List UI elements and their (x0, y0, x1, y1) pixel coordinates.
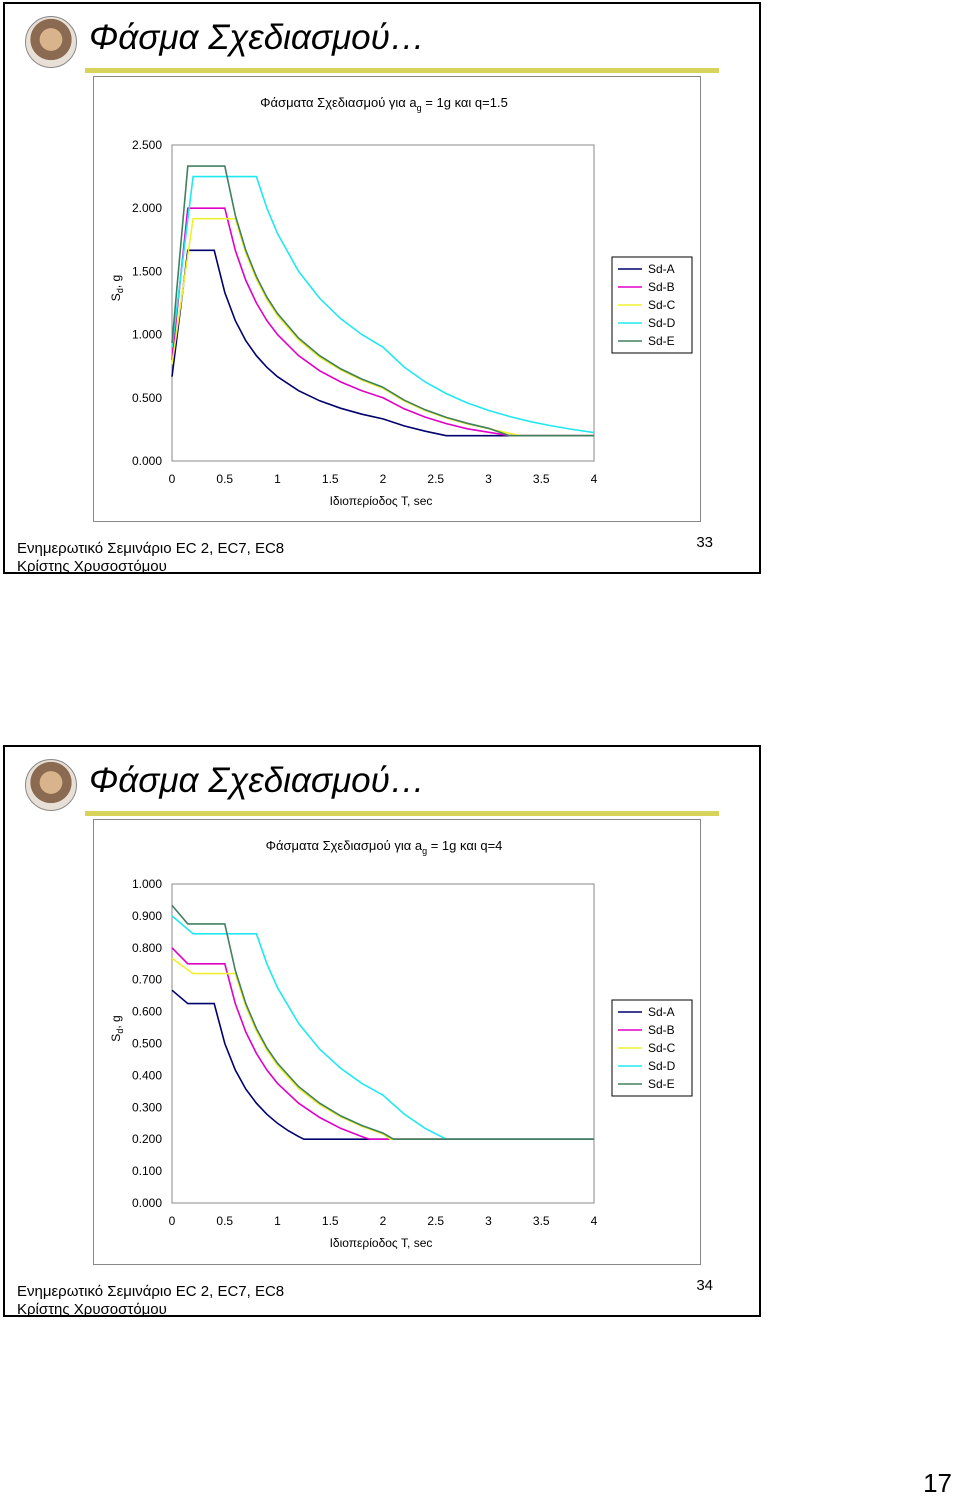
sheet-number: 17 (923, 1468, 952, 1498)
chart-title-rest: = 1g και q=4 (427, 838, 503, 853)
slide-33 (3, 2, 761, 574)
page-number: 34 (696, 1277, 713, 1294)
y-axis-label-rest: , g (109, 1015, 123, 1029)
y-tick-label: 1.000 (131, 877, 162, 891)
legend-label: Sd-A (648, 1005, 675, 1019)
y-tick-label: 0.900 (131, 908, 162, 923)
x-tick-label: 1 (274, 1214, 281, 1228)
x-tick-label: 3.5 (532, 1214, 550, 1228)
y-axis-label-rest: , g (109, 274, 123, 289)
x-tick-label: 1 (274, 472, 281, 486)
footer-author: Κρίστης Χρυσοστόμου (17, 558, 167, 575)
legend-label: Sd-C (648, 1041, 676, 1055)
legend-label: Sd-B (648, 280, 675, 294)
chart-title-rest: = 1g και q=1.5 (421, 95, 508, 110)
series-line-sd-c (172, 958, 594, 1139)
x-tick-label: 2 (379, 472, 387, 486)
chart-title (266, 838, 503, 856)
y-axis-label-main: S (109, 1033, 123, 1042)
x-tick-label: 1.5 (321, 472, 339, 486)
x-tick-label: 0 (168, 1214, 176, 1228)
x-tick-label: 3.5 (532, 472, 550, 486)
plot-area (172, 145, 594, 461)
y-tick-label: 2.500 (131, 138, 162, 152)
university-seal-logo-icon (25, 16, 77, 68)
y-tick-label: 0.800 (131, 940, 162, 955)
slide-title: Φάσμα Σχεδιασμού… (89, 18, 425, 57)
y-tick-label: 0.700 (131, 972, 162, 987)
page-number: 33 (696, 534, 713, 551)
y-axis-label-subscript: d (115, 288, 125, 294)
x-tick-label: 2.5 (427, 1214, 445, 1228)
legend-label: Sd-D (648, 316, 676, 330)
y-tick-label: 0.100 (131, 1164, 162, 1179)
y-tick-label: 0.600 (131, 1004, 162, 1019)
y-axis-label-main: S (109, 293, 123, 302)
title-rule (85, 68, 719, 73)
chart-panel (93, 819, 701, 1265)
title-rule (85, 811, 719, 816)
legend-label: Sd-E (648, 334, 675, 348)
x-tick-label: 0.5 (216, 472, 234, 486)
series-line-sd-b (172, 948, 594, 1139)
x-tick-label: 4 (590, 472, 598, 486)
chart-title (260, 95, 508, 113)
series-line-sd-a (172, 990, 594, 1139)
x-axis-label: Ιδιοπερίοδος T, sec (329, 1236, 433, 1250)
series-line-sd-a (172, 250, 594, 435)
footer-seminar: Ενημερωτικό Σεμινάριο EC 2, EC7, EC8 (17, 1283, 285, 1300)
chart-title-subscript: g (422, 846, 428, 856)
footer-author: Κρίστης Χρυσοστόμου (17, 1301, 167, 1318)
chart-title-subscript: g (416, 103, 422, 113)
y-tick-label: 0.500 (131, 1036, 162, 1051)
y-tick-label: 0.300 (131, 1100, 162, 1115)
x-tick-label: 3 (485, 472, 492, 486)
legend-label: Sd-A (648, 262, 675, 276)
slide-title: Φάσμα Σχεδιασμού… (89, 761, 425, 800)
y-axis-label-subscript: d (115, 1028, 125, 1034)
y-axis-label (109, 1015, 125, 1041)
slide-34 (3, 745, 761, 1317)
x-axis-label: Ιδιοπερίοδος T, sec (329, 494, 433, 508)
y-tick-label: 0.400 (131, 1068, 162, 1083)
x-tick-label: 2.5 (427, 472, 445, 486)
x-tick-label: 4 (590, 1214, 598, 1228)
chart-panel (93, 76, 701, 522)
series-line-sd-e (172, 166, 594, 436)
y-tick-label: 1.500 (131, 264, 162, 279)
footer-seminar: Ενημερωτικό Σεμινάριο EC 2, EC7, EC8 (17, 540, 285, 557)
university-seal-logo-icon (25, 759, 77, 811)
y-tick-label: 0.200 (131, 1132, 162, 1147)
y-tick-label: 2.000 (131, 201, 162, 216)
x-tick-label: 0 (168, 472, 176, 486)
legend-label: Sd-B (648, 1023, 675, 1037)
y-tick-label: 0.000 (131, 1196, 162, 1210)
chart-title-main: Φάσματα Σχεδιασμού για a (265, 838, 423, 853)
chart-title-main: Φάσματα Σχεδιασμού για a (260, 95, 417, 110)
x-tick-label: 1.5 (321, 1214, 339, 1228)
y-axis-label (109, 275, 125, 301)
legend-label: Sd-C (648, 298, 676, 312)
y-tick-label: 0.000 (131, 454, 162, 468)
x-tick-label: 0.5 (216, 1214, 234, 1228)
chart-svg (94, 77, 700, 521)
plot-area (172, 884, 594, 1203)
y-tick-label: 0.500 (131, 390, 162, 405)
series-line-sd-d (172, 916, 594, 1139)
series-line-sd-e (172, 905, 594, 1139)
x-tick-label: 3 (485, 1214, 492, 1228)
y-tick-label: 1.000 (131, 327, 162, 342)
legend-label: Sd-E (648, 1077, 675, 1091)
x-tick-label: 2 (379, 1214, 387, 1228)
legend-label: Sd-D (648, 1059, 676, 1073)
chart-svg (94, 820, 700, 1264)
